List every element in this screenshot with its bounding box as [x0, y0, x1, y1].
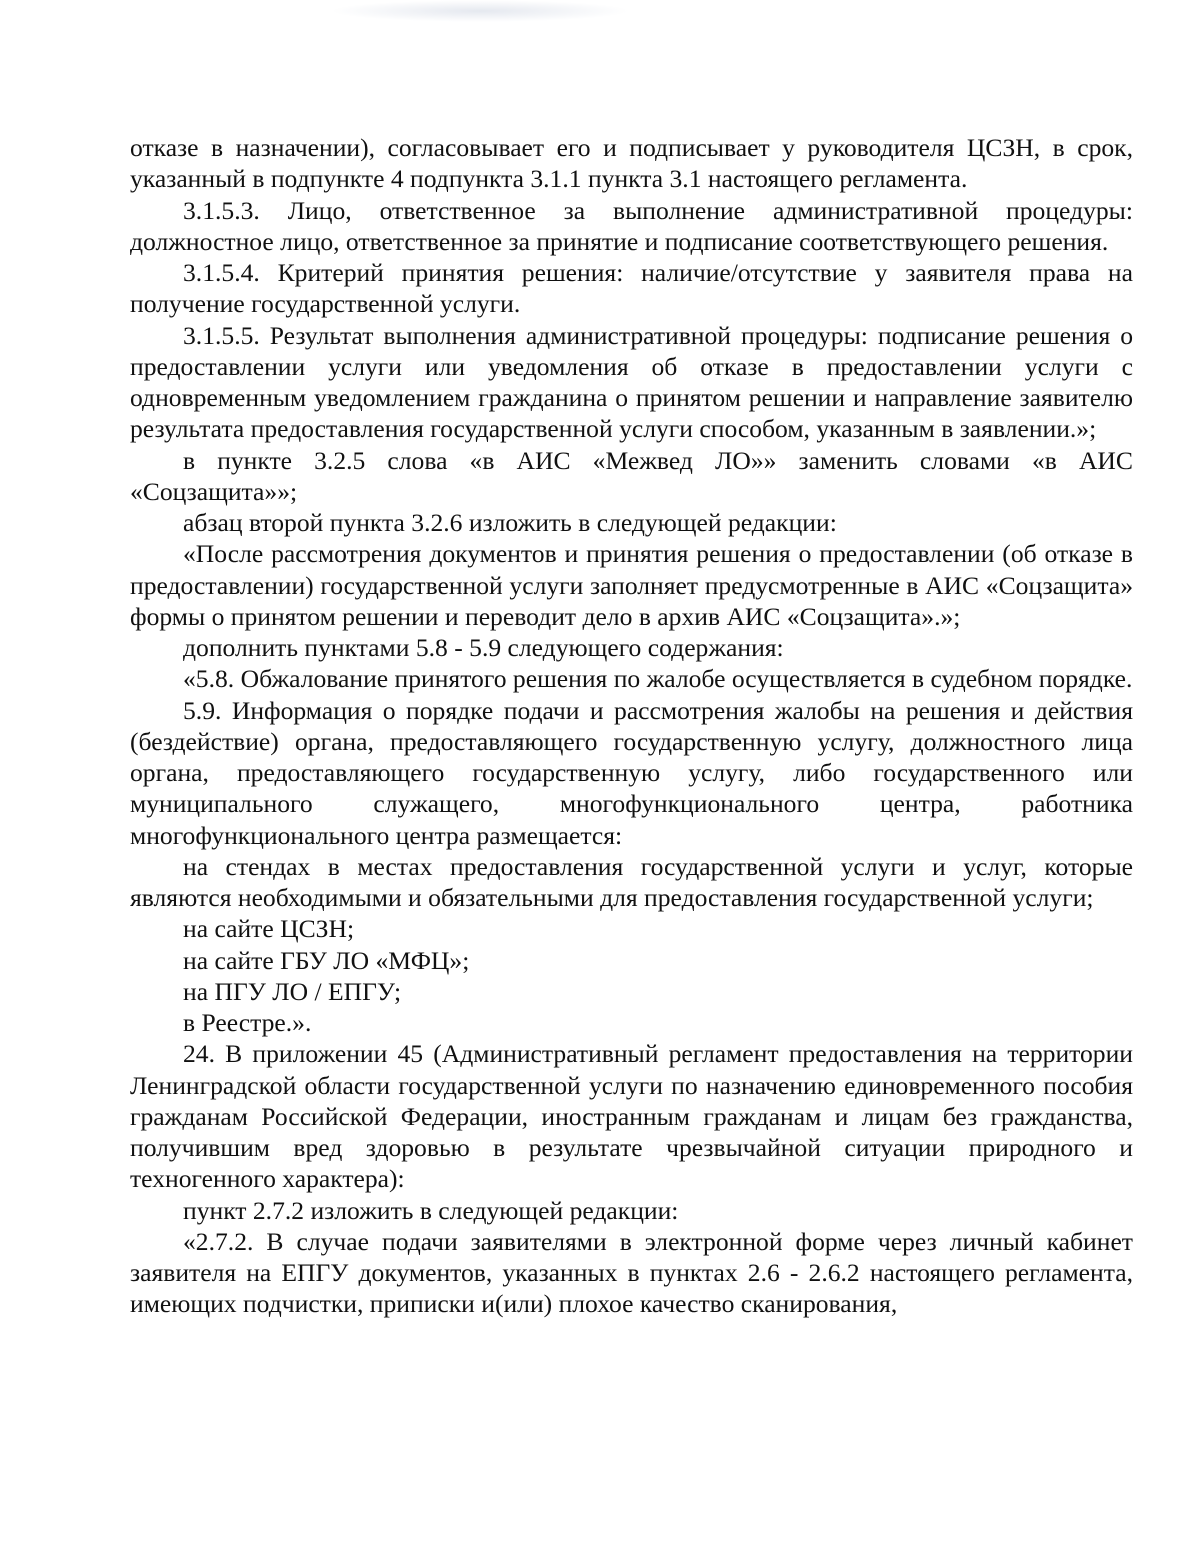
paragraph-3-2-6-intro: абзац второй пункта 3.2.6 изложить в следующей редакции: — [183, 508, 837, 537]
paragraph-2-7-2-text: «2.7.2. В случае подачи заявителями в электронной форме через личный кабинет заявителя на ЕПГУ документов, указанных в пунктах 2.6 - 2.6.2 настоящего регламента, имеющих подчистки, приписки и(или) плохое качество сканирования, — [130, 1226, 1133, 1319]
paragraph-3-1-5-4: 3.1.5.4. Критерий принятия решения: наличие/отсутствие у заявителя права на получение государственной услуги. — [130, 258, 1133, 319]
list-item-cszn-site: на сайте ЦСЗН; — [183, 914, 355, 944]
paragraph-24: 24. В приложении 45 (Административный регламент предоставления на территории Ленинградской области государственной услуги по назначению единовременного пособия гражданам Российской Федерации, иностранным гражданам и лицам без гражданства, получившим вред здоровью в результате чрезвычайной ситуации природного и техногенного характера): — [130, 1039, 1133, 1194]
paragraph-5-9: 5.9. Информация о порядке подачи и рассмотрения жалобы на решения и действия (бездействие) органа, предоставляющего государственную услугу, должностного лица органа, предоставляющего государственную услугу, либо государственного или муниципального служащего, многофункционального центра, работника многофункционального центра размещается: — [130, 695, 1133, 850]
paragraph-3-2-6-text: «После рассмотрения документов и принятия решения о предоставлении (об отказе в предоставлении) государственной услуги заполняет предусмотренные в АИС «Соцзащита» формы о принятом решении и переводит дело в архив АИС «Соцзащита».»; — [130, 539, 1133, 631]
paragraph-3-1-5-3: 3.1.5.3. Лицо, ответственное за выполнение административной процедуры: должностное лицо, ответственное за принятие и подписание соответствующего решения. — [130, 195, 1133, 256]
paragraph-continuation: отказе в назначении), согласовывает его и подписывает у руководителя ЦСЗН, в срок, указанный в подпункте 4 подпункта 3.1.1 пункта 3.1 настоящего регламента. — [130, 133, 1133, 194]
paragraph-3-1-5-5: 3.1.5.5. Результат выполнения административной процедуры: подписание решения о предоставлении услуги или уведомления об отказе в предоставлении услуги с одновременным уведомлением гражданина о принятом решении и направление заявителю результата предоставления государственной услуги способом, указанным в заявлении.»; — [130, 320, 1133, 444]
list-item-mfc-site: на сайте ГБУ ЛО «МФЦ»; — [183, 945, 470, 975]
paragraph-2-7-2-intro: пункт 2.7.2 изложить в следующей редакции: — [183, 1195, 679, 1225]
document-body — [130, 132, 1133, 1320]
list-item-stands: на стендах в местах предоставления государственной услуги и услуг, которые являются необходимыми и обязательными для предоставления государственной услуги; — [130, 851, 1133, 912]
paragraph-5-8: «5.8. Обжалование принятого решения по жалобе осуществляется в судебном порядке. — [183, 664, 1133, 694]
list-item-registry: в Реестре.». — [183, 1008, 312, 1037]
scan-artifact — [330, 0, 630, 22]
paragraph-5-8-5-9-intro: дополнить пунктами 5.8 - 5.9 следующего содержания: — [183, 633, 784, 662]
paragraph-3-2-5-amendment: в пункте 3.2.5 слова «в АИС «Межвед ЛО»» заменить словами «в АИС «Соцзащита»»; — [130, 445, 1133, 506]
list-item-pgu: на ПГУ ЛО / ЕПГУ; — [183, 976, 402, 1006]
